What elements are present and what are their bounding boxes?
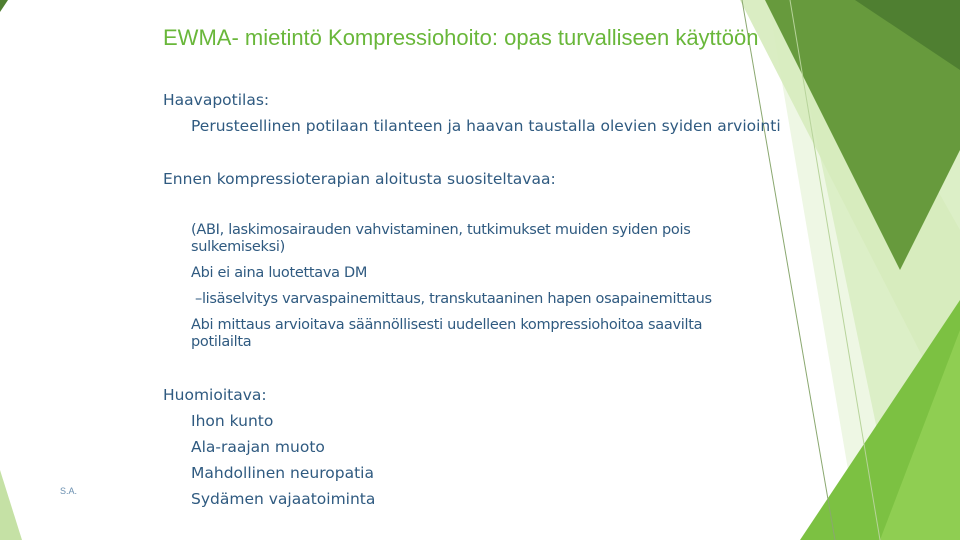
section-heading-patient: Haavapotilas: xyxy=(163,91,270,109)
list-item: Ihon kunto xyxy=(191,412,274,430)
left-bottom-shape xyxy=(0,470,22,540)
list-item: Abi ei aina luotettava DM xyxy=(191,265,368,281)
list-item: Sydämen vajaatoiminta xyxy=(191,490,376,508)
list-item: (ABI, laskimosairauden vahvistaminen, tutkimukset muiden syiden pois xyxy=(191,222,691,238)
list-item: –lisäselvitys varvaspainemittaus, transkutaaninen hapen osapainemittaus xyxy=(195,291,712,307)
footer-initials: S.A. xyxy=(60,486,78,496)
list-item: sulkemiseksi) xyxy=(191,239,285,255)
list-item: Abi mittaus arvioitava säännöllisesti uudelleen kompressiohoitoa saavilta xyxy=(191,317,703,333)
list-item: potilailta xyxy=(191,334,252,350)
section-heading-notes: Huomioitava: xyxy=(163,386,267,404)
section-heading-before-therapy: Ennen kompressioterapian aloitusta suositeltavaa: xyxy=(163,170,556,188)
left-corner-shape xyxy=(0,0,8,12)
slide-title: EWMA- mietintö Kompressiohoito: opas turvalliseen käyttöön xyxy=(163,25,759,50)
patient-assessment-line: Perusteellinen potilaan tilanteen ja haavan taustalla olevien syiden arviointi xyxy=(191,117,781,135)
list-item: Mahdollinen neuropatia xyxy=(191,464,374,482)
list-item: Ala-raajan muoto xyxy=(191,438,325,456)
